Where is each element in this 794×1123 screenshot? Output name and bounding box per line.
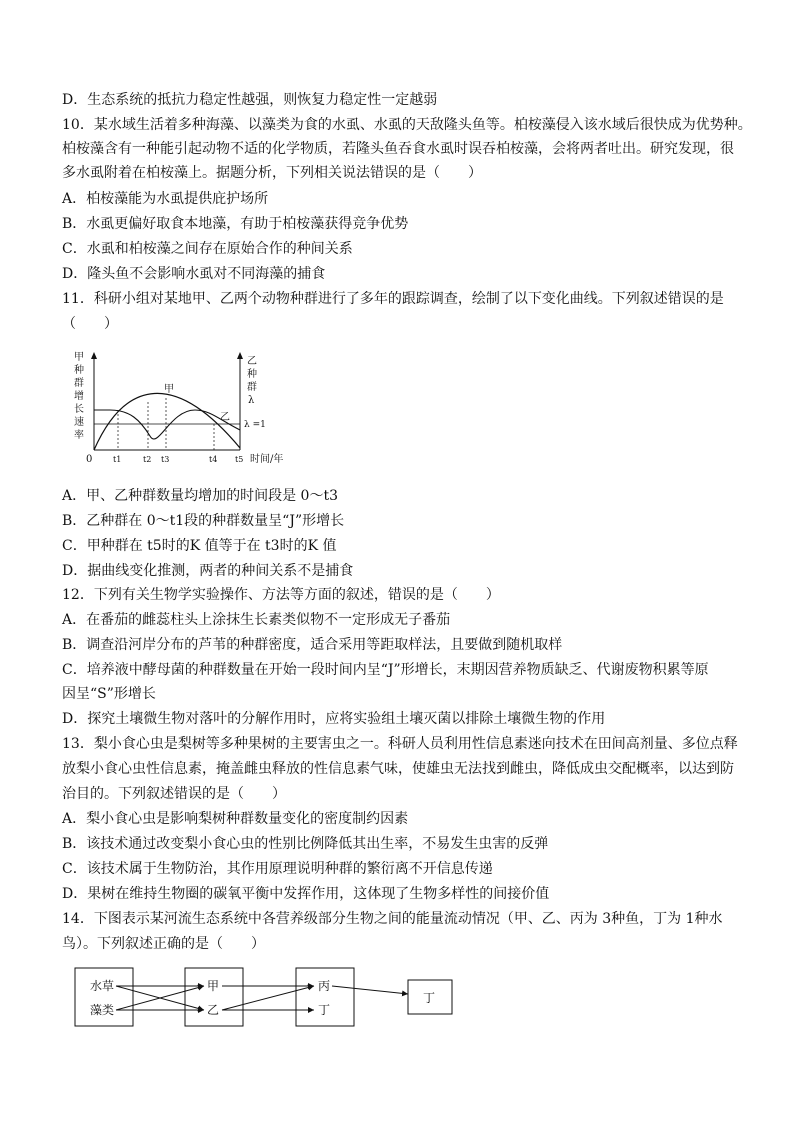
q10-option-c: C．水虱和柏桉藻之间存在原始合作的种间关系 — [62, 241, 353, 257]
q14-energy-flow-figure — [74, 966, 474, 1032]
q11-stem-line-2: （ ） — [62, 316, 118, 332]
curve-yi-label: 乙 — [220, 412, 230, 423]
q14-figure-svg — [74, 966, 474, 1032]
tick-label: t4 — [209, 455, 218, 464]
box2-top-label: 甲 — [207, 979, 220, 993]
q10-stem-line-3: 多水虱附着在柏桉藻上。据题分析，下列相关说法错误的是（ ） — [62, 165, 482, 181]
q13-option-a: A．梨小食心虫是影响梨树种群数量变化的密度制约因素 — [62, 811, 409, 827]
left-axis-arrow — [91, 352, 97, 359]
q10-option-d: D．隆头鱼不会影响水虱对不同海藻的捕食 — [62, 266, 326, 282]
q10-option-b: B．水虱更偏好取食本地藻，有助于柏桉藻获得竞争优势 — [62, 216, 409, 232]
box4-label: 丁 — [423, 991, 436, 1005]
q10-stem-line-2: 柏桉藻含有一种能引起动物不适的化学物质，若隆头鱼吞食水虱时误吞柏桉藻，会将两者吐出。研究发现，很 — [62, 141, 734, 157]
lambda-one-label: λ =1 — [244, 420, 266, 430]
box-secondary-consumers — [296, 968, 354, 1026]
q10-option-a: A．柏桉藻能为水虱提供庇护场所 — [62, 191, 269, 207]
q11-option-a: A．甲、乙种群数量均增加的时间段是 0～t3 — [62, 488, 338, 504]
arrow-yi-to-bing — [222, 986, 314, 1010]
q13-stem-line-1: 13．梨小食心虫是梨树等多种果树的主要害虫之一。科研人员利用性信息素迷向技术在田间高剂量、多位点释 — [62, 736, 738, 752]
left-axis-char: 种 — [74, 365, 84, 376]
q11-population-figure — [70, 350, 310, 470]
box2-bottom-label: 乙 — [207, 1003, 220, 1017]
q14-stem-line-1: 14．下图表示某河流生态系统中各营养级部分生物之间的能量流动情况（甲、乙、丙为 3种鱼，丁为 1种水 — [62, 911, 723, 927]
q13-stem-line-2: 放梨小食心虫性信息素，掩盖雌虫释放的性信息素气味，使雄虫无法找到雌虫，降低成虫交配概率，以达到防 — [62, 761, 734, 777]
left-axis-char: 群 — [74, 378, 84, 389]
q12-option-c: C．培养液中酵母菌的种群数量在开始一段时间内呈“J”形增长，末期因营养物质缺乏、代谢废物积累等原 — [62, 662, 709, 678]
box3-top-label: 丙 — [318, 979, 331, 993]
origin-label: 0 — [86, 454, 93, 465]
q13-option-d: D．果树在维持生物圈的碳氧平衡中发挥作用，这体现了生物多样性的间接价值 — [62, 886, 550, 902]
right-axis-char: 群 — [247, 382, 257, 393]
curve-jia-label: 甲 — [164, 384, 174, 395]
q11-option-c: C．甲种群在 t5时的K 值等于在 t3时的K 值 — [62, 538, 337, 554]
q13-option-c: C．该技术属于生物防治，其作用原理说明种群的繁衍离不开信息传递 — [62, 861, 493, 877]
x-axis-label: 时间/年 — [250, 454, 284, 465]
q13-option-b: B．该技术通过改变梨小食心虫的性别比例降低其出生率，不易发生虫害的反弹 — [62, 836, 549, 852]
q14-stem-line-2: 鸟）。下列叙述正确的是（ ） — [62, 936, 265, 952]
left-axis-char: 速 — [74, 417, 84, 428]
left-axis-char: 增 — [74, 391, 84, 402]
arrow-bing-to-ding — [332, 986, 408, 994]
tick-label: t5 — [235, 455, 244, 464]
tick-label: t2 — [143, 455, 152, 464]
q11-figure-svg — [70, 350, 310, 470]
q12-option-b: B．调查沿河岸分布的芦苇的种群密度，适合采用等距取样法，且要做到随机取样 — [62, 637, 563, 653]
left-axis-char: 长 — [74, 404, 84, 415]
q11-option-b: B．乙种群在 0～t1段的种群数量呈“J”形增长 — [62, 513, 345, 529]
box-primary-consumers — [185, 968, 243, 1026]
right-axis-char: 乙 — [247, 356, 257, 367]
q11-option-d: D．据曲线变化推测，两者的种间关系不是捕食 — [62, 563, 354, 579]
box-producers — [75, 968, 133, 1026]
q9-option-d: D．生态系统的抵抗力稳定性越强，则恢复力稳定性一定越弱 — [62, 92, 438, 108]
right-axis-char: 种 — [247, 369, 257, 380]
q12-option-d: D．探究土壤微生物对落叶的分解作用时，应将实验组土壤灭菌以排除土壤微生物的作用 — [62, 711, 606, 727]
tick-label: t1 — [113, 455, 122, 464]
right-axis-char: λ — [248, 395, 255, 406]
q10-stem-line-1: 10．某水域生活着多种海藻、以藻类为食的水虱、水虱的天敌隆头鱼等。柏桉藻侵入该水域后很快成为优势种。 — [62, 117, 752, 133]
q12-option-a: A．在番茄的雌蕊柱头上涂抹生长素类似物不一定形成无子番茄 — [62, 612, 451, 628]
q12-option-c-cont: 因呈“S”形增长 — [62, 686, 156, 702]
box3-bottom-label: 丁 — [318, 1003, 331, 1017]
q11-stem-line-1: 11．科研小组对某地甲、乙两个动物种群进行了多年的跟踪调查，绘制了以下变化曲线。下列叙述错误的是 — [62, 291, 724, 307]
left-axis-char: 甲 — [74, 352, 84, 363]
tick-label: t3 — [161, 455, 170, 464]
box1-top-label: 水草 — [90, 979, 115, 993]
q13-stem-line-3: 治目的。下列叙述错误的是（ ） — [62, 786, 286, 802]
box1-bottom-label: 藻类 — [90, 1003, 115, 1017]
left-axis-char: 率 — [74, 430, 84, 441]
q12-stem: 12．下列有关生物学实验操作、方法等方面的叙述，错误的是（ ） — [62, 587, 500, 603]
curve-jia — [94, 393, 240, 450]
right-axis-arrow — [237, 352, 243, 359]
